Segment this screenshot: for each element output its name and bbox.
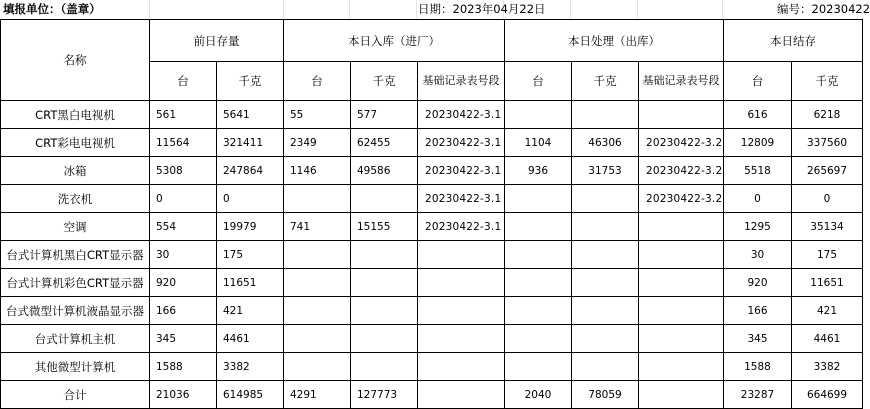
end-weight: 337560	[792, 129, 863, 157]
in-qty	[284, 325, 351, 353]
out-record-code	[639, 269, 724, 297]
header-unit-tai: 台	[505, 62, 572, 101]
end-weight: 4461	[792, 325, 863, 353]
table-row	[1, 353, 863, 381]
header-unit-tai: 台	[284, 62, 351, 101]
in-weight: 127773	[351, 381, 418, 409]
table-row	[1, 325, 863, 353]
table-row	[1, 157, 863, 185]
in-weight	[351, 241, 418, 269]
in-qty	[284, 297, 351, 325]
end-weight: 3382	[792, 353, 863, 381]
prev-weight: 3382	[217, 353, 284, 381]
prev-weight: 175	[217, 241, 284, 269]
in-qty: 1146	[284, 157, 351, 185]
table-row	[1, 129, 863, 157]
out-qty	[505, 241, 572, 269]
prev-weight: 321411	[217, 129, 284, 157]
end-weight: 35134	[792, 213, 863, 241]
header-unit-kg: 千克	[351, 62, 418, 101]
header-unit-kg: 千克	[572, 62, 639, 101]
prev-weight: 614985	[217, 381, 284, 409]
table-row	[1, 269, 863, 297]
out-weight	[572, 353, 639, 381]
item-name: 台式计算机主机	[1, 325, 150, 353]
inventory-table	[0, 19, 863, 409]
end-weight: 421	[792, 297, 863, 325]
item-name: 空调	[1, 213, 150, 241]
end-qty: 920	[724, 269, 792, 297]
in-qty	[284, 353, 351, 381]
prev-qty: 1588	[150, 353, 217, 381]
in-record-code	[418, 297, 505, 325]
in-record-code: 20230422-3.1	[418, 157, 505, 185]
in-qty	[284, 185, 351, 213]
item-name: 台式计算机彩色CRT显示器	[1, 269, 150, 297]
header-unit-kg: 千克	[792, 62, 863, 101]
out-record-code	[639, 325, 724, 353]
end-weight: 0	[792, 185, 863, 213]
in-qty: 741	[284, 213, 351, 241]
prev-qty: 561	[150, 101, 217, 129]
table-row	[1, 241, 863, 269]
out-weight	[572, 213, 639, 241]
prev-qty: 345	[150, 325, 217, 353]
header-ending-stock: 本日结存	[724, 20, 863, 62]
out-qty: 936	[505, 157, 572, 185]
end-qty: 0	[724, 185, 792, 213]
header-unit-tai: 台	[724, 62, 792, 101]
end-qty: 23287	[724, 381, 792, 409]
item-name: 洗衣机	[1, 185, 150, 213]
out-weight	[572, 269, 639, 297]
in-qty: 55	[284, 101, 351, 129]
report-date: 日期：2023年04月22日	[418, 2, 546, 16]
prev-qty: 30	[150, 241, 217, 269]
out-qty: 1104	[505, 129, 572, 157]
out-qty: 2040	[505, 381, 572, 409]
table-row	[1, 213, 863, 241]
header-record-section: 基础记录表号段	[418, 62, 505, 101]
end-weight: 175	[792, 241, 863, 269]
end-weight: 265697	[792, 157, 863, 185]
out-weight: 46306	[572, 129, 639, 157]
in-weight: 49586	[351, 157, 418, 185]
prev-weight: 11651	[217, 269, 284, 297]
item-name: 台式微型计算机液晶显示器	[1, 297, 150, 325]
header-processed-today: 本日处理（出库）	[505, 20, 724, 62]
out-record-code	[639, 241, 724, 269]
in-weight: 577	[351, 101, 418, 129]
end-qty: 345	[724, 325, 792, 353]
item-name: 其他微型计算机	[1, 353, 150, 381]
in-record-code	[418, 353, 505, 381]
in-record-code: 20230422-3.1	[418, 101, 505, 129]
end-qty: 30	[724, 241, 792, 269]
in-weight	[351, 325, 418, 353]
totals-row	[1, 381, 863, 409]
in-weight: 62455	[351, 129, 418, 157]
prev-qty: 5308	[150, 157, 217, 185]
prev-qty: 554	[150, 213, 217, 241]
out-record-code	[639, 297, 724, 325]
report-title-bar	[0, 0, 870, 19]
out-qty	[505, 213, 572, 241]
out-weight	[572, 241, 639, 269]
out-record-code	[639, 353, 724, 381]
in-record-code: 20230422-3.1	[418, 185, 505, 213]
out-weight	[572, 297, 639, 325]
out-record-code: 20230422-3.2	[639, 185, 724, 213]
header-record-section: 基础记录表号段	[639, 62, 724, 101]
prev-qty: 0	[150, 185, 217, 213]
out-qty	[505, 101, 572, 129]
header-in-today: 本日入库（进厂）	[284, 20, 505, 62]
item-name: CRT彩电电视机	[1, 129, 150, 157]
in-weight	[351, 297, 418, 325]
table-row	[1, 185, 863, 213]
out-record-code: 20230422-3.2	[639, 157, 724, 185]
end-qty: 166	[724, 297, 792, 325]
in-weight: 15155	[351, 213, 418, 241]
prev-weight: 19979	[217, 213, 284, 241]
table-row	[1, 297, 863, 325]
out-record-code: 20230422-3.2	[639, 129, 724, 157]
out-qty	[505, 325, 572, 353]
table-row	[1, 101, 863, 129]
report-number: 编号：20230422	[777, 2, 870, 16]
in-qty: 2349	[284, 129, 351, 157]
header-name: 名称	[1, 20, 150, 101]
prev-weight: 4461	[217, 325, 284, 353]
out-record-code	[639, 213, 724, 241]
in-record-code	[418, 241, 505, 269]
out-weight: 78059	[572, 381, 639, 409]
prev-qty: 166	[150, 297, 217, 325]
end-weight: 6218	[792, 101, 863, 129]
end-qty: 1588	[724, 353, 792, 381]
in-qty	[284, 241, 351, 269]
out-weight	[572, 101, 639, 129]
prev-qty: 21036	[150, 381, 217, 409]
out-weight	[572, 325, 639, 353]
end-qty: 12809	[724, 129, 792, 157]
item-name: 合计	[1, 381, 150, 409]
in-record-code	[418, 325, 505, 353]
end-qty: 1295	[724, 213, 792, 241]
header-unit-tai: 台	[150, 62, 217, 101]
out-qty	[505, 269, 572, 297]
in-record-code	[418, 269, 505, 297]
prev-qty: 920	[150, 269, 217, 297]
item-name: CRT黑白电视机	[1, 101, 150, 129]
reporting-unit-label: 填报单位：（盖章）	[3, 2, 101, 16]
end-qty: 5518	[724, 157, 792, 185]
prev-weight: 421	[217, 297, 284, 325]
item-name: 台式计算机黑白CRT显示器	[1, 241, 150, 269]
in-qty: 4291	[284, 381, 351, 409]
out-qty	[505, 185, 572, 213]
in-record-code: 20230422-3.1	[418, 129, 505, 157]
end-weight: 11651	[792, 269, 863, 297]
prev-weight: 0	[217, 185, 284, 213]
end-weight: 664699	[792, 381, 863, 409]
header-prev-stock: 前日存量	[150, 20, 284, 62]
prev-weight: 247864	[217, 157, 284, 185]
item-name: 冰箱	[1, 157, 150, 185]
prev-weight: 5641	[217, 101, 284, 129]
out-weight: 31753	[572, 157, 639, 185]
in-weight	[351, 353, 418, 381]
prev-qty: 11564	[150, 129, 217, 157]
in-weight	[351, 185, 418, 213]
header-unit-kg: 千克	[217, 62, 284, 101]
out-weight	[572, 185, 639, 213]
out-qty	[505, 353, 572, 381]
out-record-code	[639, 101, 724, 129]
out-qty	[505, 297, 572, 325]
in-qty	[284, 269, 351, 297]
in-record-code: 20230422-3.1	[418, 213, 505, 241]
out-record-code	[639, 381, 724, 409]
in-weight	[351, 269, 418, 297]
end-qty: 616	[724, 101, 792, 129]
in-record-code	[418, 381, 505, 409]
